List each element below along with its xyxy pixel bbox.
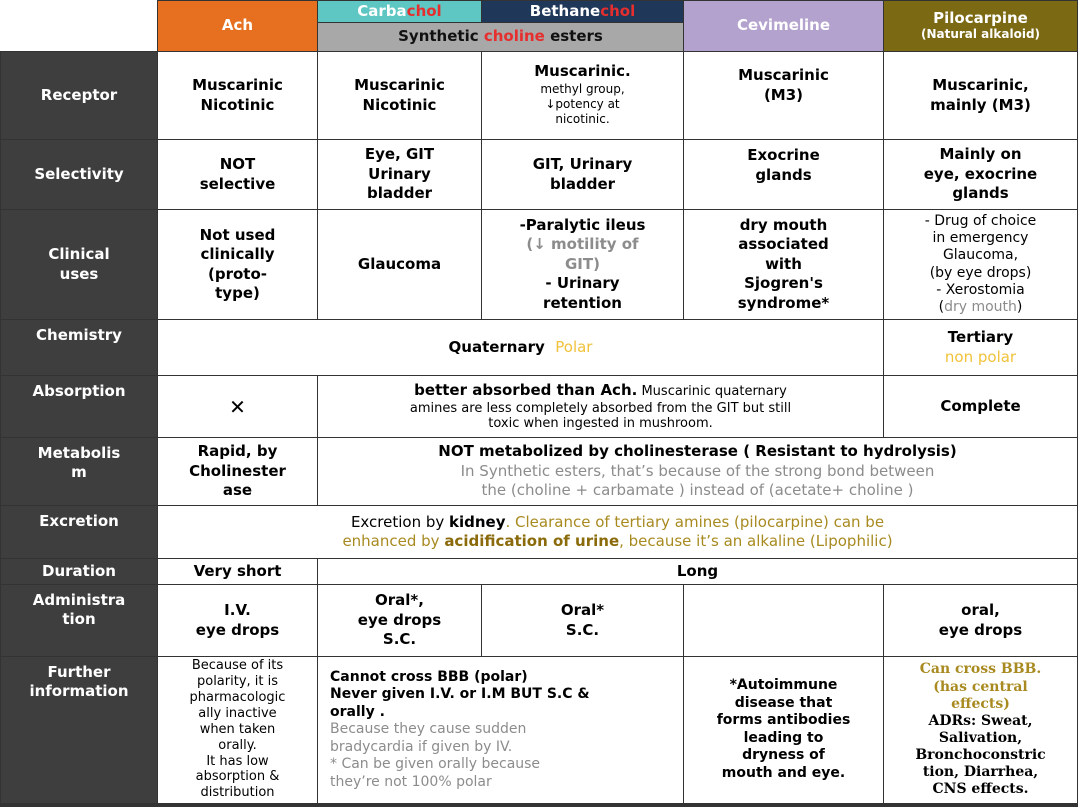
row-absorption: [1, 376, 1078, 438]
cell-administration-ach: I.V. eye drops: [158, 585, 318, 657]
cell-duration-ach: Very short: [158, 559, 318, 585]
row-label-chemistry: Chemistry: [1, 320, 158, 376]
header-carbachol: Carbachol: [318, 1, 482, 23]
row-label-excretion: Excretion: [1, 506, 158, 559]
row-excretion: [1, 506, 1078, 559]
cell-metabolism-rest: NOT metabolized by cholinesterase ( Resistant to hydrolysis) In Synthetic esters, that’s because of the strong bond between the (choline + carbamate ) instead of (acetate+ choline ): [318, 438, 1078, 506]
cell-excretion: Excretion by kidney. Clearance of tertiary amines (pilocarpine) can be enhanced by acidification of urine, because it’s an alkaline (Lipophilic): [158, 506, 1078, 559]
row-clinical-uses: [1, 210, 1078, 320]
cell-chemistry-quaternary: Quaternary Polar: [158, 320, 884, 376]
cell-selectivity-carbachol: Eye, GIT Urinary bladder: [318, 140, 482, 210]
row-label-administration: Administra tion: [1, 585, 158, 657]
row-duration: [1, 559, 1078, 585]
cell-further-ach: Because of its polarity, it is pharmacologic ally inactive when taken orally. It has low absorption & distribution: [158, 657, 318, 805]
header-synthetic-choline-esters: Synthetic choline esters: [318, 23, 684, 52]
cell-further-cevimeline: *Autoimmune disease that forms antibodies leading to dryness of mouth and eye.: [684, 657, 884, 805]
cell-further-pilocarpine: Can cross BBB. (has central effects) ADRs: Sweat, Salivation, Bronchoconstric tion, Diarrhea, CNS effects.: [884, 657, 1078, 805]
cell-chemistry-pilocarpine: Tertiary non polar: [884, 320, 1078, 376]
cell-clinical-carbachol: Glaucoma: [318, 210, 482, 320]
cell-absorption-pilocarpine: Complete: [884, 376, 1078, 438]
row-label-duration: Duration: [1, 559, 158, 585]
header-cevimeline: Cevimeline: [684, 1, 884, 52]
cell-clinical-pilocarpine: - Drug of choice in emergency Glaucoma, (by eye drops) - Xerostomia (dry mouth): [884, 210, 1078, 320]
row-receptor: [1, 52, 1078, 140]
cell-clinical-bethanechol: -Paralytic ileus (↓ motility of GIT) - Urinary retention: [482, 210, 684, 320]
header-bethanechol: Bethanechol: [482, 1, 684, 23]
row-further-information: [1, 657, 1078, 805]
cell-receptor-bethanechol: Muscarinic. methyl group, ↓potency at nicotinic.: [482, 52, 684, 140]
cell-receptor-cevimeline: Muscarinic (M3): [684, 52, 884, 140]
header-pilocarpine: Pilocarpine (Natural alkaloid): [884, 1, 1078, 52]
cell-administration-pilocarpine: oral, eye drops: [884, 585, 1078, 657]
cell-clinical-ach: Not used clinically (proto- type): [158, 210, 318, 320]
cell-selectivity-ach: NOT selective: [158, 140, 318, 210]
cell-receptor-ach: Muscarinic Nicotinic: [158, 52, 318, 140]
cell-selectivity-pilocarpine: Mainly on eye, exocrine glands: [884, 140, 1078, 210]
cell-administration-cevimeline: [684, 585, 884, 657]
cell-administration-bethanechol: Oral* S.C.: [482, 585, 684, 657]
row-label-further-information: Further information: [1, 657, 158, 805]
cell-duration-rest: Long: [318, 559, 1078, 585]
cell-clinical-cevimeline: dry mouth associated with Sjogren's syndrome*: [684, 210, 884, 320]
row-selectivity: [1, 140, 1078, 210]
cell-administration-carbachol: Oral*, eye drops S.C.: [318, 585, 482, 657]
cell-metabolism-ach: Rapid, by Cholinester ase: [158, 438, 318, 506]
cell-absorption-ach: [158, 376, 318, 438]
corner-cell: [1, 1, 158, 52]
row-administration: [1, 585, 1078, 657]
row-label-absorption: Absorption: [1, 376, 158, 438]
row-chemistry: [1, 320, 1078, 376]
cell-selectivity-cevimeline: Exocrine glands: [684, 140, 884, 210]
cell-absorption-synthetic: better absorbed than Ach. Muscarinic quaternary amines are less completely absorbed from the GIT but still toxic when ingested in mushroom.: [318, 376, 884, 438]
cross-icon: ✕: [229, 394, 246, 419]
row-metabolism: [1, 438, 1078, 506]
row-label-clinical-uses: Clinical uses: [1, 210, 158, 320]
row-label-selectivity: Selectivity: [1, 140, 158, 210]
cell-selectivity-bethanechol: GIT, Urinary bladder: [482, 140, 684, 210]
cell-receptor-pilocarpine: Muscarinic, mainly (M3): [884, 52, 1078, 140]
row-label-receptor: Receptor: [1, 52, 158, 140]
cell-receptor-carbachol: Muscarinic Nicotinic: [318, 52, 482, 140]
header-ach: Ach: [158, 1, 318, 52]
cell-further-synthetic: Cannot cross BBB (polar) Never given I.V. or I.M BUT S.C & orally . Because they cause sudden bradycardia if given by IV. * Can be given orally because they’re not 100% polar: [318, 657, 684, 805]
row-label-metabolism: Metabolis m: [1, 438, 158, 506]
